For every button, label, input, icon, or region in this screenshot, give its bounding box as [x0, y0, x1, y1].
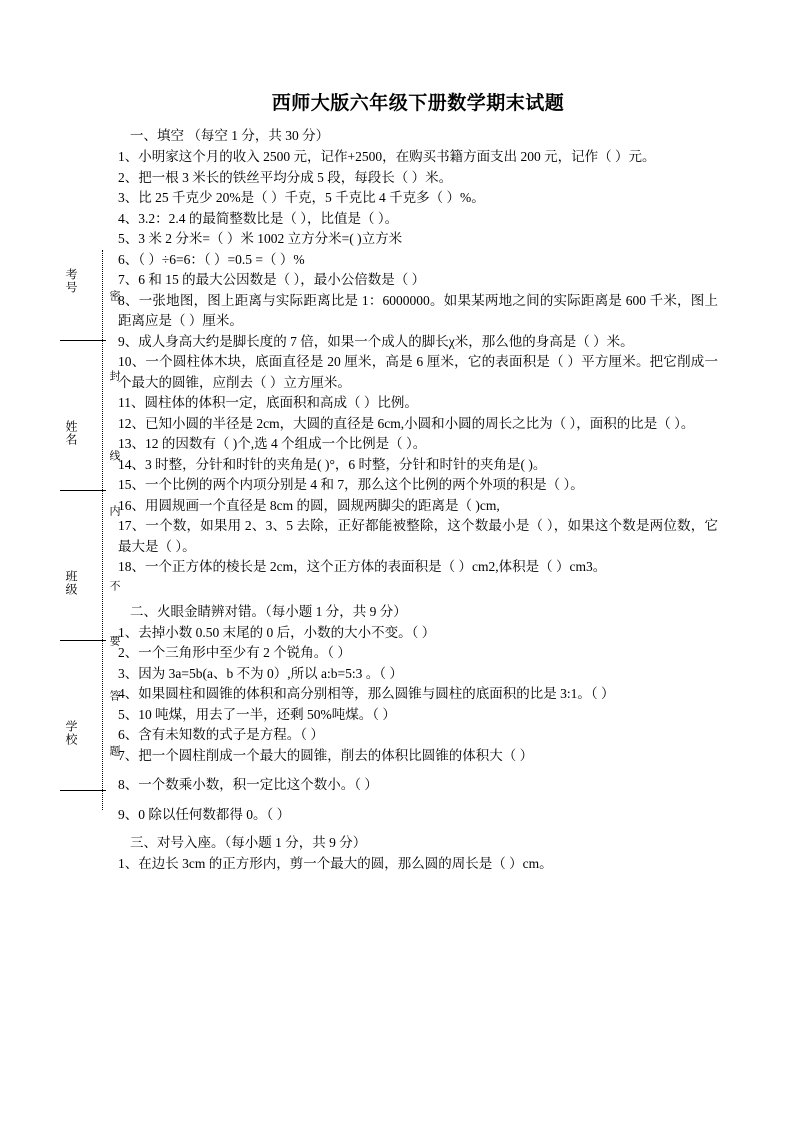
sealing-line-area: [30, 250, 120, 810]
sealing-dotted-line: [102, 250, 103, 810]
page-title: 西师大版六年级下册数学期末试题: [271, 93, 565, 114]
seal-word-mi: 密: [108, 290, 120, 303]
write-line-name: [60, 490, 106, 491]
question-item: 16、用圆规画一个直径是 8cm 的圆，圆规两脚尖的距离是（ )cm,: [118, 497, 500, 513]
seal-word-da: 答: [108, 690, 120, 703]
question-item: 9、成人身高大约是脚长度的 7 倍，如果一个成人的脚长χ米，那么他的身高是（ ）米。: [118, 333, 634, 349]
question-item: 8、一张地图，图上距离与实际距离比是 1：6000000。如果某两地之间的实际距离是 600 千米，图上距离应是（ ）厘米。: [118, 292, 718, 328]
question-item: 18、一个正方体的棱长是 2cm，这个正方体的表面积是（ ）cm2,体积是（ ）cm3。: [118, 559, 607, 574]
question-item: 5、3 米 2 分米=（ ）米 1002 立方分米=( )立方米: [118, 231, 403, 246]
section-spacer: [118, 578, 718, 594]
question-item: 11、圆柱体的体积一定，底面积和高成（ ）比例。: [118, 395, 418, 410]
question-item: 4、如果圆柱和圆锥的体积和高分别相等，那么圆锥与圆柱的底面积的比是 3:1。（ ）: [118, 686, 615, 701]
question-item: 1、去掉小数 0.50 末尾的 0 后，小数的大小不变。（ ）: [118, 624, 436, 640]
field-label-name: 姓名: [64, 420, 78, 446]
question-item: 6、含有未知数的式子是方程。（ ）: [118, 727, 324, 742]
exam-sheet: [118, 88, 718, 875]
field-label-class: 班级: [64, 570, 78, 596]
seal-word-feng: 封: [108, 370, 120, 383]
seal-word-ti: 题: [108, 745, 120, 758]
question-item: 7、6 和 15 的最大公因数是（ ），最小公倍数是（ ）: [118, 272, 426, 287]
section-heading-multiple-choice: 三、对号入座。（每小题 1 分，共 9 分）: [130, 835, 367, 850]
question-item: 17、一个数，如果用 2、3、5 去除，正好都能被整除，这个数最小是（ ），如果这个数是两位数，它最大是（ ）。: [118, 518, 718, 554]
write-line-class: [60, 640, 106, 641]
seal-word-yao: 要: [108, 635, 120, 648]
question-item: 12、已知小圆的半径是 2cm，大圆的直径是 6cm,小圆和小圆的周长之比为（ ），面积的比是（ ）。: [118, 415, 695, 431]
question-item: 3、比 25 千克少 20%是（ ）千克，5 千克比 4 千克多（ ）%。: [118, 190, 485, 205]
field-label-school: 学校: [64, 720, 78, 746]
question-item: 5、10 吨煤，用去了一半，还剩 50%吨煤。（ ）: [118, 706, 396, 722]
question-item: 1、在边长 3cm 的正方形内，剪一个最大的圆，那么圆的周长是（ ）cm。: [118, 856, 553, 871]
question-item: 13、12 的因数有（ )个,选 4 个组成一个比例是（ ）。: [118, 436, 427, 451]
question-item: 4、3.2：2.4 的最简整数比是（ ），比值是（ ）。: [118, 210, 399, 226]
question-item: 10、一个圆柱体木块，底面直径是 20 厘米，高是 6 厘米，它的表面积是（ ）平方厘米。把它削成一个最大的圆锥，应削去（ ）立方厘米。: [118, 354, 718, 390]
question-item: 7、把一个圆柱削成一个最大的圆锥，削去的体积比圆锥的体积大（ ）: [118, 747, 534, 763]
seal-word-nei: 内: [108, 505, 120, 518]
question-item: 14、3 时整，分针和时针的夹角是( )°，6 时整，分针和时针的夹角是( )。: [118, 456, 547, 472]
section-heading-true-false: 二、火眼金睛辨对错。（每小题 1 分，共 9 分）: [130, 603, 407, 619]
question-item: 9、0 除以任何数都得 0。（ ）: [118, 806, 291, 822]
section-heading-fill-in-blank: 一、填空 （每空 1 分，共 30 分）: [130, 128, 330, 143]
question-item: 3、因为 3a=5b(a、b 不为 0）,所以 a:b=5:3 。（ ）: [118, 665, 403, 681]
question-item: 8、一个数乘小数，积一定比这个数小。（ ）: [118, 777, 378, 792]
question-item: 1、小明家这个月的收入 2500 元，记作+2500，在购买书籍方面支出 200 元，记作（ ）元。: [118, 149, 656, 164]
seal-word-xian: 线: [108, 450, 120, 463]
field-label-exam-number: 考号: [64, 268, 78, 294]
question-item: 15、一个比例的两个内项分别是 4 和 7，那么这个比例的两个外项的积是（ ）。: [118, 477, 584, 492]
question-item: 2、把一根 3 米长的铁丝平均分成 5 段，每段长（ ）米。: [118, 169, 453, 185]
write-line-school: [60, 790, 106, 791]
item-spacer: [118, 796, 718, 805]
write-line-exam-number: [60, 340, 106, 341]
item-spacer: [118, 766, 718, 775]
question-item: 6、（ ）÷6=6：（ ）=0.5 =（ ）%: [118, 251, 305, 267]
question-item: 2、一个三角形中至少有 2 个锐角。（ ）: [118, 645, 351, 660]
seal-word-bu: 不: [108, 580, 120, 593]
